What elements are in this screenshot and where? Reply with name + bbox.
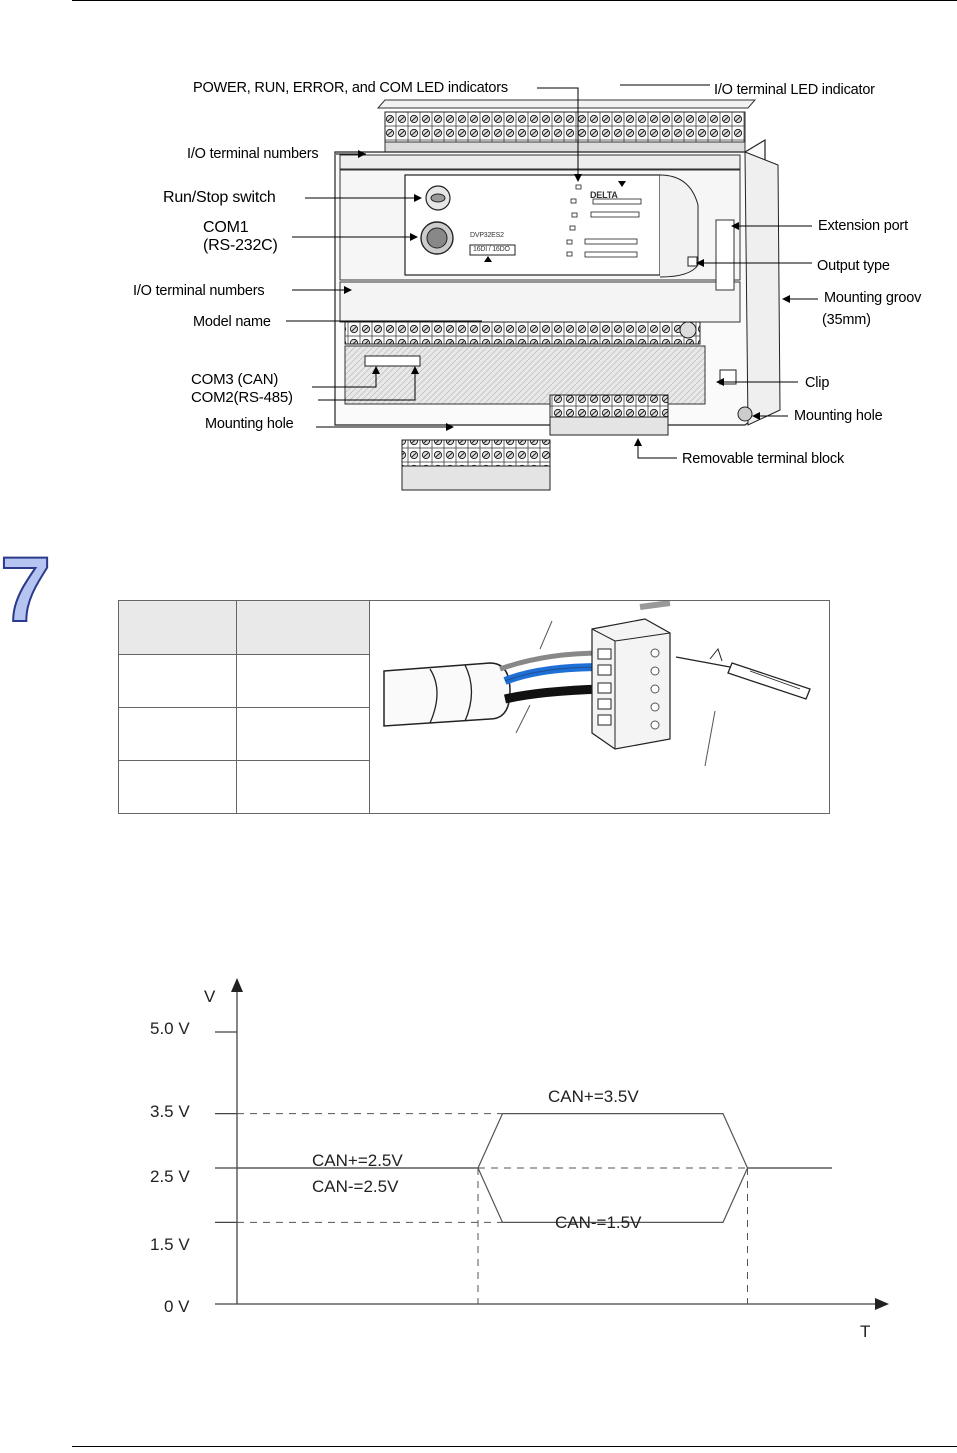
y-tick-label: 3.5 V bbox=[150, 1102, 190, 1121]
table-cell bbox=[237, 761, 370, 813]
label-io-numbers-top: I/O terminal numbers bbox=[187, 146, 319, 162]
label-mounting-hole-right: Mounting hole bbox=[794, 408, 883, 424]
removable-terminal-block-bottom bbox=[402, 440, 550, 490]
label-model-name: Model name bbox=[193, 314, 271, 330]
removable-terminal-block-right bbox=[550, 395, 668, 435]
label-com1-sub: (RS-232C) bbox=[203, 237, 278, 254]
label-removable-terminal-block: Removable terminal block bbox=[682, 451, 845, 467]
label-extension-port: Extension port bbox=[818, 218, 908, 234]
y-tick-label: 2.5 V bbox=[150, 1167, 190, 1186]
device-model-text: DVP32ES2 bbox=[470, 232, 504, 239]
table-cell bbox=[237, 708, 370, 761]
annotation-idle-plus: CAN+=2.5V bbox=[312, 1151, 403, 1170]
label-io-led: I/O terminal LED indicator bbox=[714, 82, 875, 98]
table-cell bbox=[119, 655, 237, 708]
y-tick-label: 1.5 V bbox=[150, 1235, 190, 1254]
label-com3-can: COM3 (CAN) bbox=[191, 371, 279, 388]
label-com1: COM1 bbox=[203, 219, 249, 236]
annotation-dominant-plus: CAN+=3.5V bbox=[548, 1087, 639, 1106]
y-axis-label: V bbox=[204, 987, 216, 1006]
table-header-cell-2 bbox=[237, 601, 370, 655]
wiring-illustration bbox=[370, 601, 829, 813]
top-terminal-strip bbox=[378, 100, 755, 152]
chapter-tab bbox=[0, 539, 52, 641]
label-com2-rs485: COM2(RS-485) bbox=[191, 389, 293, 406]
annotation-idle-minus: CAN-=2.5V bbox=[312, 1177, 399, 1196]
annotation-dominant-minus: CAN-=1.5V bbox=[555, 1213, 642, 1232]
label-clip: Clip bbox=[805, 375, 830, 391]
table-cell bbox=[119, 761, 237, 813]
table-header-cell-1 bbox=[119, 601, 237, 655]
label-led-indicators: POWER, RUN, ERROR, and COM LED indicators bbox=[193, 80, 508, 96]
footer-rule bbox=[72, 1446, 957, 1447]
label-run-stop-switch: Run/Stop switch bbox=[163, 189, 276, 206]
device-brand: DELTA bbox=[590, 190, 618, 200]
can-voltage-chart bbox=[0, 960, 957, 1350]
y-axis-arrow bbox=[231, 978, 243, 992]
label-output-type: Output type bbox=[817, 258, 890, 274]
y-tick-label: 5.0 V bbox=[150, 1019, 190, 1038]
label-mounting-groove-sub: (35mm) bbox=[822, 312, 871, 328]
table-cell bbox=[237, 655, 370, 708]
label-io-numbers-bottom: I/O terminal numbers bbox=[133, 283, 265, 299]
x-axis-label: T bbox=[860, 1322, 871, 1341]
table-cell bbox=[119, 708, 237, 761]
wiring-table bbox=[118, 600, 830, 814]
label-mounting-hole-left: Mounting hole bbox=[205, 416, 294, 432]
y-tick-label: 0 V bbox=[164, 1297, 190, 1316]
label-mounting-groove: Mounting groov bbox=[824, 290, 922, 306]
x-axis-arrow bbox=[875, 1298, 889, 1310]
chapter-number: 7 bbox=[0, 539, 52, 641]
device-io-text: 16DI / 16DO bbox=[473, 246, 510, 253]
plc-main-body bbox=[335, 140, 780, 425]
